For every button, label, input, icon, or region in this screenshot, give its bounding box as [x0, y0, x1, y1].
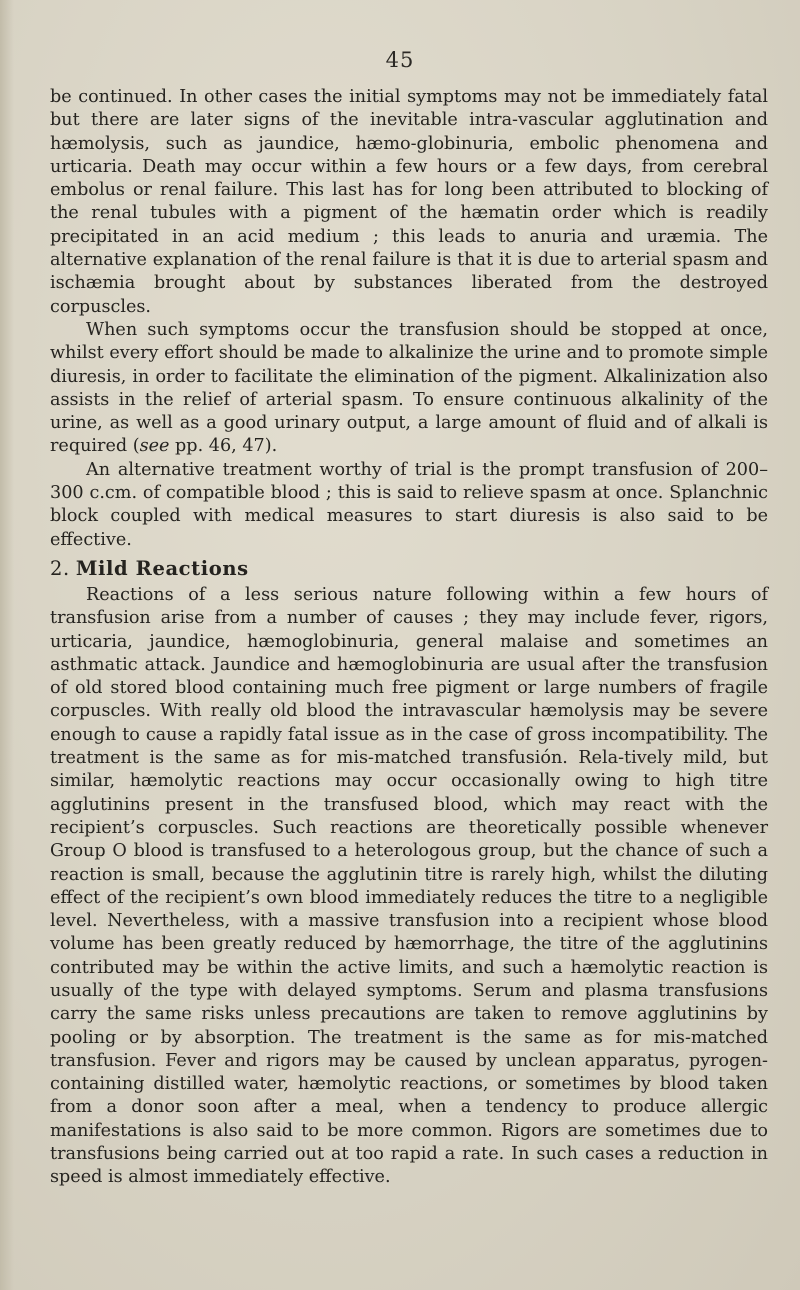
paragraph-treatment-text: When such symptoms occur the transfusion should be stopped at once, whilst every effort should be made to alkalinize the urine and to promote simple diuresis, in order to facilitate the elimination of the pigment. Alkalinization also assists in the relief of arterial spasm. To ensure continuous alkalinity of the urine, as well as a good urinary output, a large amount of fluid and of alkali is required (	[50, 319, 768, 457]
paragraph-treatment	[50, 319, 768, 459]
paragraph-treatment-pages: pp. 46, 47).	[169, 436, 278, 457]
cross-reference-see: see	[139, 436, 170, 457]
paragraph-continued: be continued. In other cases the initial symptoms may not be immediately fatal but there are later signs of the inevitable intra-vascular agglutination and hæmolysis, such as jaundice, hæmo-globinuria, embolic phenomena and urticaria. Death may occur within a few hours or a few days, from cerebral embolus or renal failure. This last has for long been attributed to blocking of the renal tubules with a pigment of the hæmatin order which is readily precipitated in an acid medium ; this leads to anuria and uræmia. The alternative explanation of the renal failure is that it is due to arterial spasm and ischæmia brought about by substances liberated from the destroyed corpuscles.	[50, 87, 768, 317]
page-number: 45	[385, 48, 415, 72]
section-heading	[50, 556, 768, 582]
page-body	[50, 86, 768, 1190]
section-title: Mild Reactions	[75, 556, 249, 580]
section-number: 2.	[50, 556, 70, 580]
paragraph-alternative-treatment: An alternative treatment worthy of trial is the prompt transfusion of 200–300 c.cm. of compatible blood ; this is said to relieve spasm at once. Splanchnic block coupled with medical measures to start diuresis is also said to be effective.	[50, 459, 768, 550]
paragraph-mild-reactions: Reactions of a less serious nature following within a few hours of transfusion arise from a number of causes ; they may include fever, rigors, urticaria, jaundice, hæmoglobinuria, general malaise and sometimes an asthmatic attack. Jaundice and hæmoglobinuria are usual after the transfusion of old stored blood containing much free pigment or large numbers of fragile corpuscles. With really old blood the intravascular hæmolysis may be severe enough to cause a rapidly fatal issue as in the case of gross incompatibility. The treatment is the same as for mis-matched transfusión. Rela-tively mild, but similar, hæmolytic reactions may occur occasionally owing to high titre agglutinins present in the transfused blood, which may react with the recipient’s corpuscles. Such reactions are theoretically possible whenever Group O blood is transfused to a heterologous group, but the chance of such a reaction is small, because the agglutinin titre is rarely high, whilst the diluting effect of the recipient’s own blood immediately reduces the titre to a negligible level. Nevertheless, with a massive transfusion into a recipient whose blood volume has been greatly reduced by hæmorrhage, the titre of the agglutinins contributed may be within the active limits, and such a hæmolytic reaction is usually of the type with delayed symptoms. Serum and plasma transfusions carry the same risks unless precautions are taken to remove agglutinins by pooling or by absorption. The treatment is the same as for mis-matched transfusion. Fever and rigors may be caused by unclean apparatus, pyrogen-containing distilled water, hæmolytic reactions, or sometimes by blood taken from a donor soon after a meal, when a tendency to produce allergic manifestations is also said to be more common. Rigors are sometimes due to transfusions being carried out at too rapid a rate. In such cases a reduction in speed is almost immediately effective.	[50, 584, 768, 1188]
page-edge-shadow	[0, 0, 14, 1290]
